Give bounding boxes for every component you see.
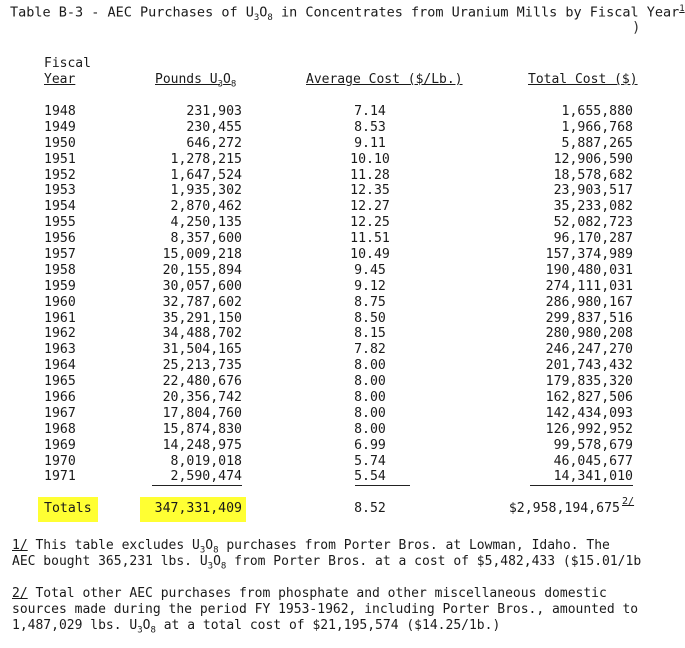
cell-average-cost: 9.45 bbox=[354, 262, 386, 278]
totals-pounds: 347,331,409 bbox=[154, 501, 242, 516]
cell-total-cost: 274,111,031 bbox=[545, 278, 633, 294]
footnote-text: from Porter Bros. at a cost of $5,482,433 ($15.01/1b bbox=[226, 554, 642, 569]
cell-total-cost: 46,045,677 bbox=[553, 453, 633, 469]
cell-pounds: 8,019,018 bbox=[170, 453, 242, 469]
cell-year: 1965 bbox=[44, 374, 76, 390]
totals-label: Totals bbox=[44, 501, 92, 516]
cell-year: 1949 bbox=[44, 119, 76, 135]
cell-pounds: 20,356,742 bbox=[162, 390, 242, 406]
footnote-text: Total other AEC purchases from phosphate and other miscellaneous domestic bbox=[27, 586, 607, 601]
cell-pounds: 2,590,474 bbox=[170, 469, 242, 485]
cell-year: 1967 bbox=[44, 405, 76, 421]
cell-average-cost: 8.75 bbox=[354, 294, 386, 310]
footnote-subscript: 3 bbox=[207, 561, 214, 572]
cell-total-cost: 52,082,723 bbox=[553, 215, 633, 231]
cell-average-cost: 12.27 bbox=[350, 199, 390, 215]
cell-total-cost: 299,837,516 bbox=[545, 310, 633, 326]
cell-average-cost: 12.25 bbox=[350, 215, 390, 231]
cell-average-cost: 7.14 bbox=[354, 104, 386, 119]
cell-pounds: 1,647,524 bbox=[170, 167, 242, 183]
cell-total-cost: 157,374,989 bbox=[545, 247, 633, 263]
title-text: in Concentrates from Uranium Mills by Fiscal Year bbox=[272, 4, 680, 21]
cell-year: 1961 bbox=[44, 310, 76, 326]
cell-pounds: 35,291,150 bbox=[162, 310, 242, 326]
cell-pounds: 30,057,600 bbox=[162, 278, 242, 294]
cell-total-cost: 142,434,093 bbox=[545, 405, 633, 421]
cell-year: 1971 bbox=[44, 469, 76, 485]
footnote-2-line-3 bbox=[12, 618, 500, 639]
cell-total-cost: 1,966,768 bbox=[561, 119, 633, 135]
footnote-2-line-2: sources made during the period FY 1953-1962, including Porter Bros., amounted to bbox=[12, 602, 639, 617]
cell-pounds: 22,480,676 bbox=[162, 374, 242, 390]
cell-pounds: 231,903 bbox=[186, 104, 242, 119]
cell-year: 1956 bbox=[44, 231, 76, 247]
cell-year: 1962 bbox=[44, 326, 76, 342]
cell-pounds: 20,155,894 bbox=[162, 262, 242, 278]
cell-average-cost: 8.15 bbox=[354, 326, 386, 342]
cell-total-cost: 5,887,265 bbox=[561, 135, 633, 151]
cell-year: 1948 bbox=[44, 104, 76, 119]
cell-average-cost: 10.49 bbox=[350, 247, 390, 263]
title-subscript: 8 bbox=[267, 13, 273, 24]
cell-pounds: 14,248,975 bbox=[162, 437, 242, 453]
sum-rule-avg bbox=[355, 485, 410, 486]
cell-pounds: 4,250,135 bbox=[170, 215, 242, 231]
cell-year: 1960 bbox=[44, 294, 76, 310]
footnote-1-mark: 1/ bbox=[12, 538, 28, 553]
cell-average-cost: 8.00 bbox=[354, 358, 386, 374]
cell-pounds: 2,870,462 bbox=[170, 199, 242, 215]
column-total-cost bbox=[520, 104, 633, 485]
cell-pounds: 17,804,760 bbox=[162, 405, 242, 421]
cell-year: 1958 bbox=[44, 262, 76, 278]
cell-pounds: 32,787,602 bbox=[162, 294, 242, 310]
header-fiscal: Fiscal bbox=[44, 56, 91, 71]
cell-average-cost: 10.10 bbox=[350, 151, 390, 167]
sum-rule-total bbox=[530, 485, 633, 486]
footnote-text: at a total cost of $21,195,574 ($14.25/1b.) bbox=[155, 618, 501, 633]
header-average-cost: Average Cost ($/Lb.) bbox=[306, 72, 463, 87]
cell-pounds: 15,874,830 bbox=[162, 421, 242, 437]
cell-year: 1951 bbox=[44, 151, 76, 167]
footnote-subscript: 8 bbox=[220, 561, 227, 572]
cell-average-cost: 5.74 bbox=[354, 453, 386, 469]
title-subscript: 3 bbox=[253, 13, 260, 24]
cell-total-cost: 286,980,167 bbox=[545, 294, 633, 310]
footnote-2-mark: 2/ bbox=[12, 586, 28, 601]
cell-year: 1966 bbox=[44, 390, 76, 406]
cell-total-cost: 190,480,031 bbox=[545, 262, 633, 278]
cell-average-cost: 11.28 bbox=[350, 167, 390, 183]
cell-pounds: 34,488,702 bbox=[162, 326, 242, 342]
table-title bbox=[10, 4, 685, 23]
header-pounds-sub: 8 bbox=[230, 79, 237, 90]
header-pounds-text: Pounds U bbox=[155, 72, 218, 87]
column-year bbox=[44, 104, 104, 485]
cell-total-cost: 12,906,590 bbox=[553, 151, 633, 167]
header-pounds-sub: 3 bbox=[217, 79, 224, 90]
cell-average-cost: 7.82 bbox=[354, 342, 386, 358]
footnote-text: O bbox=[142, 618, 151, 633]
totals-footnote-mark: 2/ bbox=[622, 496, 635, 507]
cell-total-cost: 126,992,952 bbox=[545, 421, 633, 437]
footnote-1-line-2 bbox=[12, 554, 641, 575]
cell-total-cost: 246,247,270 bbox=[545, 342, 633, 358]
cell-total-cost: 201,743,432 bbox=[545, 358, 633, 374]
cell-pounds: 1,278,215 bbox=[170, 151, 242, 167]
footnote-subscript: 8 bbox=[213, 545, 219, 556]
column-pounds bbox=[130, 104, 242, 485]
footnote-text: AEC bought 365,231 lbs. U bbox=[12, 554, 208, 569]
cell-total-cost: 99,578,679 bbox=[553, 437, 633, 453]
cell-total-cost: 179,835,320 bbox=[545, 374, 633, 390]
cell-pounds: 15,009,218 bbox=[162, 247, 242, 263]
cell-average-cost: 8.00 bbox=[354, 421, 386, 437]
cell-average-cost: 8.50 bbox=[354, 310, 386, 326]
footnote-text: O bbox=[213, 554, 221, 569]
cell-year: 1959 bbox=[44, 278, 76, 294]
footnote-2-line-1 bbox=[12, 586, 607, 602]
cell-pounds: 646,272 bbox=[186, 135, 242, 151]
cell-year: 1952 bbox=[44, 167, 76, 183]
cell-year: 1964 bbox=[44, 358, 76, 374]
cell-average-cost: 8.00 bbox=[354, 405, 386, 421]
cell-average-cost: 9.11 bbox=[354, 135, 386, 151]
column-average-cost bbox=[330, 104, 410, 485]
footnote-subscript: 3 bbox=[199, 545, 206, 556]
title-footnote-mark: 1 bbox=[679, 4, 685, 14]
cell-average-cost: 6.99 bbox=[354, 437, 386, 453]
cell-total-cost: 280,980,208 bbox=[545, 326, 633, 342]
cell-total-cost: 14,341,010 bbox=[553, 469, 633, 485]
cell-year: 1968 bbox=[44, 421, 76, 437]
header-pounds bbox=[155, 72, 236, 90]
cell-pounds: 8,357,600 bbox=[170, 231, 242, 247]
footnote-text: O bbox=[205, 538, 214, 553]
cell-average-cost: 8.00 bbox=[354, 390, 386, 406]
footnote-subscript: 3 bbox=[137, 625, 143, 636]
cell-pounds: 230,455 bbox=[186, 119, 242, 135]
cell-total-cost: 18,578,682 bbox=[553, 167, 633, 183]
footnote-text: purchases from Porter Bros. at Lowman, Idaho. The bbox=[218, 538, 610, 553]
cell-total-cost: 23,903,517 bbox=[553, 183, 633, 199]
cell-year: 1969 bbox=[44, 437, 76, 453]
footnote-subscript: 8 bbox=[150, 625, 156, 636]
cell-average-cost: 11.51 bbox=[350, 231, 390, 247]
cell-year: 1955 bbox=[44, 215, 76, 231]
cell-pounds: 25,213,735 bbox=[162, 358, 242, 374]
cell-pounds: 1,935,302 bbox=[170, 183, 242, 199]
title-text: Table B-3 - AEC Purchases of U bbox=[10, 4, 254, 21]
cell-total-cost: 1,655,880 bbox=[561, 104, 633, 119]
cell-pounds: 31,504,165 bbox=[162, 342, 242, 358]
cell-year: 1954 bbox=[44, 199, 76, 215]
cell-total-cost: 35,233,082 bbox=[553, 199, 633, 215]
cell-total-cost: 96,170,287 bbox=[553, 231, 633, 247]
sum-rule-pounds bbox=[152, 485, 242, 486]
scan-mark: ) bbox=[632, 20, 641, 36]
header-year: Year bbox=[44, 72, 76, 87]
footnote-text: This table excludes U bbox=[27, 538, 200, 553]
cell-year: 1950 bbox=[44, 135, 76, 151]
totals-average: 8.52 bbox=[354, 501, 386, 516]
cell-average-cost: 8.00 bbox=[354, 374, 386, 390]
header-total-cost: Total Cost ($) bbox=[528, 72, 638, 87]
totals-total-cost: $2,958,194,675 bbox=[508, 501, 620, 516]
cell-year: 1957 bbox=[44, 247, 76, 263]
footnote-text: 1,487,029 lbs. U bbox=[12, 618, 138, 633]
cell-average-cost: 5.54 bbox=[354, 469, 386, 485]
cell-year: 1970 bbox=[44, 453, 76, 469]
cell-year: 1963 bbox=[44, 342, 76, 358]
cell-average-cost: 9.12 bbox=[354, 278, 386, 294]
cell-average-cost: 8.53 bbox=[354, 119, 386, 135]
header-pounds-text: O bbox=[223, 72, 231, 87]
cell-total-cost: 162,827,506 bbox=[545, 390, 633, 406]
title-text: O bbox=[259, 4, 268, 21]
cell-year: 1953 bbox=[44, 183, 76, 199]
cell-average-cost: 12.35 bbox=[350, 183, 390, 199]
